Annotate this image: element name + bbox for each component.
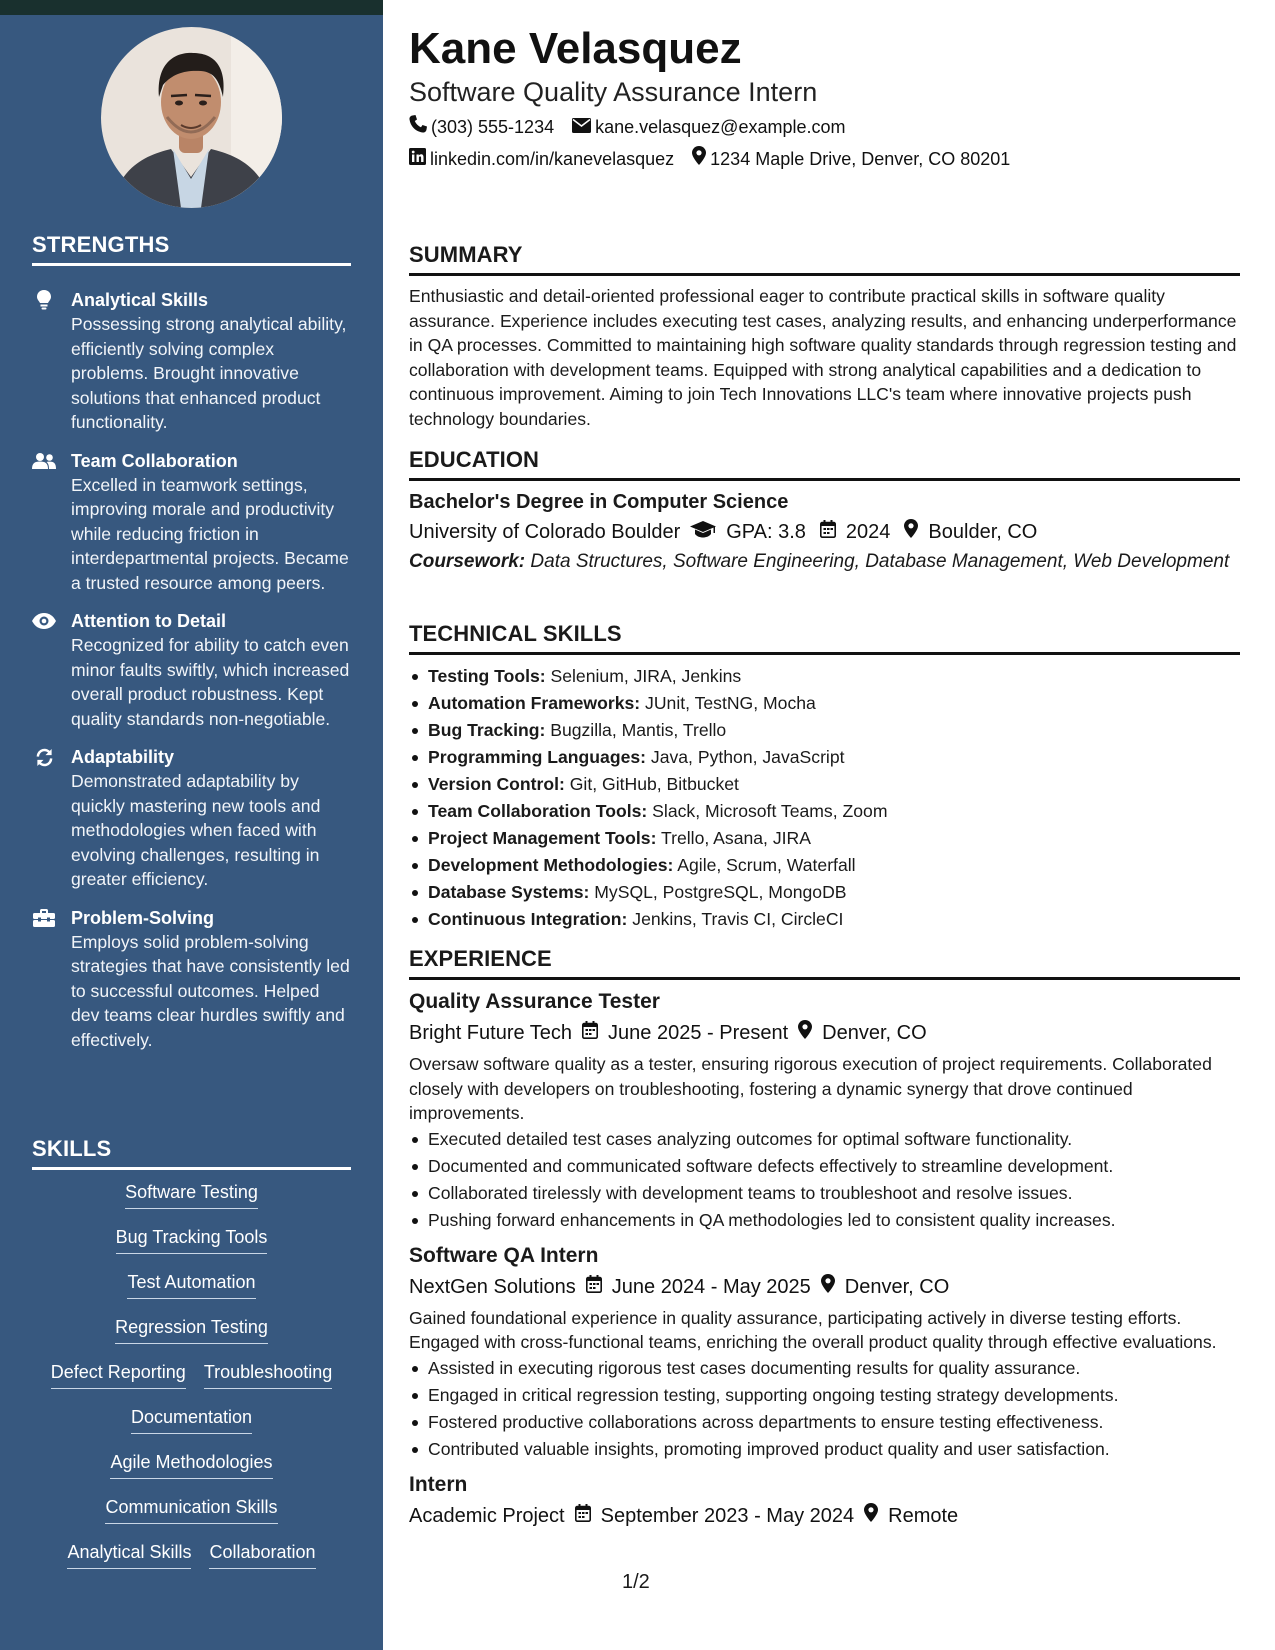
email-address[interactable]: kane.velasquez@example.com <box>595 117 846 137</box>
list-item: Programming Languages: Java, Python, JavaScript <box>409 744 1240 771</box>
education-heading: EDUCATION <box>409 446 1240 481</box>
strengths-heading: STRENGTHS <box>32 232 351 266</box>
strength-item <box>32 745 352 892</box>
list-item: Version Control: Git, GitHub, Bitbucket <box>409 771 1240 798</box>
skill-tag: Defect Reporting <box>51 1360 186 1389</box>
sidebar <box>0 0 383 1650</box>
strength-title: Adaptability <box>71 747 175 767</box>
list-item: Contributed valuable insights, promoting improved product quality and user satisfaction. <box>409 1436 1240 1463</box>
skill-tag: Collaboration <box>209 1540 315 1569</box>
job-dates: June 2025 - Present <box>608 1022 789 1044</box>
header <box>409 22 1239 171</box>
skill-tag: Communication Skills <box>105 1495 277 1524</box>
job-entry <box>409 1242 1240 1463</box>
coursework-label: Coursework: <box>409 551 526 572</box>
experience-section <box>409 945 1240 1531</box>
graduation-cap-icon <box>690 517 716 547</box>
profile-photo <box>101 27 282 208</box>
skills-list <box>32 1180 351 1585</box>
linkedin-url[interactable]: linkedin.com/in/kanevelasquez <box>430 148 675 169</box>
linkedin-contact <box>409 146 674 171</box>
skill-tag: Documentation <box>131 1405 252 1434</box>
technical-skills-list <box>409 663 1240 933</box>
strength-title: Attention to Detail <box>71 611 226 631</box>
phone-icon <box>409 115 427 139</box>
strength-description: Excelled in teamwork settings, improving morale and productivity while reducing friction in interdepartmental projects. Became a trusted resource among peers. <box>71 474 349 593</box>
skill-tag: Bug Tracking Tools <box>116 1225 268 1254</box>
skills-heading: SKILLS <box>32 1136 351 1170</box>
job-location: Denver, CO <box>822 1022 927 1044</box>
job-bullets <box>409 1126 1240 1234</box>
address-contact <box>692 146 1010 171</box>
job-description: Gained foundational experience in quality assurance, participating actively in diverse testing efforts. Engaged with cross-functional teams, enriching the overall product quality through effective evaluations. <box>409 1307 1217 1352</box>
phone-contact <box>409 115 554 139</box>
lightbulb-icon <box>32 290 56 310</box>
strength-description: Demonstrated adaptability by quickly mastering new tools and methodologies when faced with evolving challenges, resulting in greater efficiency. <box>71 771 321 889</box>
page-number: 1/2 <box>622 1571 650 1593</box>
list-item: Pushing forward enhancements in QA methodologies led to consistent quality increases. <box>409 1207 1240 1234</box>
coursework-list: Data Structures, Software Engineering, Database Management, Web Development <box>530 551 1230 572</box>
sidebar-top-bar <box>0 0 383 15</box>
strength-item <box>32 288 352 435</box>
job-dates: September 2023 - May 2024 <box>600 1504 855 1527</box>
skill-tag: Analytical Skills <box>67 1540 191 1569</box>
calendar-icon <box>575 1501 591 1531</box>
strength-title: Team Collaboration <box>71 450 238 471</box>
job-entry <box>409 1471 1240 1531</box>
strength-description: Employs solid problem-solving strategies that have consistently led to successful outcomes. Helped dev teams clear hurdles swiftly and effectively. <box>71 931 350 1050</box>
skill-tag: Regression Testing <box>115 1315 268 1344</box>
sync-icon <box>32 747 56 767</box>
list-item: Documented and communicated software defects effectively to streamline development. <box>409 1153 1240 1180</box>
company-name: NextGen Solutions <box>409 1275 576 1298</box>
calendar-icon <box>582 1018 598 1048</box>
list-item: Project Management Tools: Trello, Asana, JIRA <box>409 825 1240 852</box>
education-section <box>409 446 1240 574</box>
candidate-name: Kane Velasquez <box>409 24 742 73</box>
school-name: University of Colorado Boulder <box>409 521 681 543</box>
experience-heading: EXPERIENCE <box>409 945 1240 980</box>
list-item: Team Collaboration Tools: Slack, Microsoft Teams, Zoom <box>409 798 1240 825</box>
users-icon <box>32 451 56 471</box>
job-location: Remote <box>888 1504 959 1527</box>
job-description: Oversaw software quality as a tester, ensuring rigorous execution of project requirements. Collaborated closely with developers on troubleshooting, fostering a dynamic synergy that drove continued improvements. <box>409 1054 1212 1123</box>
strength-item <box>32 449 352 596</box>
strengths-list <box>32 288 352 1066</box>
strength-title: Analytical Skills <box>71 290 209 310</box>
strength-description: Possessing strong analytical ability, efficiently solving complex problems. Brought innovative solutions that enhanced product functionality. <box>71 314 347 432</box>
skill-tag: Test Automation <box>127 1270 255 1299</box>
list-item: Database Systems: MySQL, PostgreSQL, MongoDB <box>409 879 1240 906</box>
eye-icon <box>32 611 56 631</box>
list-item: Engaged in critical regression testing, supporting ongoing testing strategy developments. <box>409 1382 1240 1409</box>
summary-text: Enthusiastic and detail-oriented professional eager to contribute practical skills in software quality assurance. Experience includes executing test cases, analyzing results, and enhancing underperformance in QA processes. Committed to maintaining high software quality standards through regression testing and collaboration with development teams. Equipped with strong analytical capabilities and a dedication to continuous improvement. Aiming to join Tech Innovations LLC's team where innovative projects push technology boundaries. <box>409 286 1237 429</box>
strength-item <box>32 609 352 731</box>
job-title: Intern <box>409 1472 468 1496</box>
list-item: Fostered productive collaborations across departments to ensure testing effectiveness. <box>409 1409 1240 1436</box>
technical-skills-heading: TECHNICAL SKILLS <box>409 620 1240 655</box>
company-name: Academic Project <box>409 1504 565 1527</box>
calendar-icon <box>820 517 836 547</box>
linkedin-icon <box>409 147 426 171</box>
email-contact <box>572 115 845 139</box>
coursework <box>409 550 1240 574</box>
job-bullets <box>409 1355 1240 1463</box>
map-marker-icon <box>692 146 706 171</box>
strength-description: Recognized for ability to catch even minor faults swiftly, which increased overall product robustness. Kept quality standards non-negotiable. <box>71 635 350 729</box>
envelope-icon <box>572 115 591 139</box>
job-title: Software QA Intern <box>409 1243 599 1267</box>
address: 1234 Maple Drive, Denver, CO 80201 <box>710 148 1011 169</box>
job-dates: June 2024 - May 2025 <box>611 1275 811 1298</box>
list-item: Automation Frameworks: JUnit, TestNG, Mocha <box>409 690 1240 717</box>
gpa: GPA: 3.8 <box>726 521 806 543</box>
summary-heading: SUMMARY <box>409 241 1240 276</box>
list-item: Testing Tools: Selenium, JIRA, Jenkins <box>409 663 1240 690</box>
summary-section <box>409 241 1240 431</box>
skill-tag: Software Testing <box>125 1180 258 1209</box>
company-name: Bright Future Tech <box>409 1022 573 1044</box>
list-item: Continuous Integration: Jenkins, Travis CI, CircleCI <box>409 906 1240 933</box>
job-location: Denver, CO <box>844 1275 950 1298</box>
graduation-year: 2024 <box>845 521 891 543</box>
skill-tag: Troubleshooting <box>204 1360 332 1389</box>
strength-title: Problem-Solving <box>71 907 215 928</box>
list-item: Development Methodologies: Agile, Scrum, Waterfall <box>409 852 1240 879</box>
map-marker-icon <box>904 517 918 547</box>
education-location: Boulder, CO <box>928 521 1038 543</box>
job-title: Quality Assurance Tester <box>409 990 660 1013</box>
map-marker-icon <box>798 1018 812 1048</box>
list-item: Assisted in executing rigorous test cases documenting results for quality assurance. <box>409 1355 1240 1382</box>
list-item: Bug Tracking: Bugzilla, Mantis, Trello <box>409 717 1240 744</box>
toolbox-icon <box>32 908 56 928</box>
phone-number: (303) 555-1234 <box>431 117 555 137</box>
job-entry <box>409 988 1240 1234</box>
map-marker-icon <box>864 1501 878 1531</box>
candidate-title: Software Quality Assurance Intern <box>409 77 818 107</box>
strength-item <box>32 906 352 1053</box>
map-marker-icon <box>821 1272 835 1302</box>
skill-tag: Agile Methodologies <box>110 1450 272 1479</box>
calendar-icon <box>586 1272 602 1302</box>
degree-title: Bachelor's Degree in Computer Science <box>409 491 789 513</box>
technical-skills-section <box>409 620 1240 933</box>
list-item: Collaborated tirelessly with development teams to troubleshoot and resolve issues. <box>409 1180 1240 1207</box>
list-item: Executed detailed test cases analyzing outcomes for optimal software functionality. <box>409 1126 1240 1153</box>
